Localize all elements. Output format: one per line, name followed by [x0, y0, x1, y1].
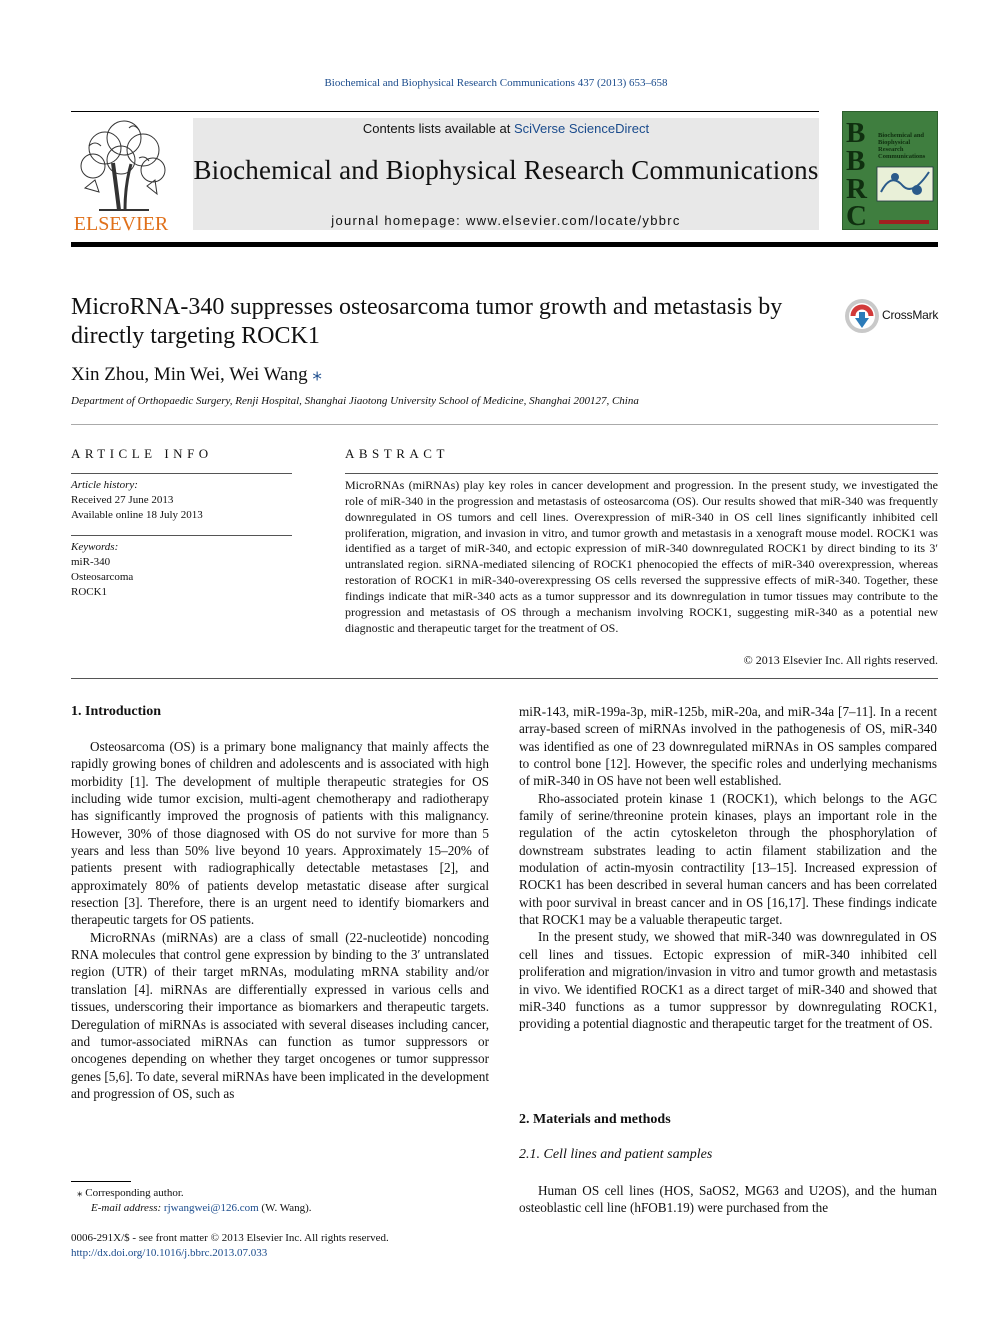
front-matter — [71, 1231, 389, 1261]
footnote-mark: ⁎ — [77, 1187, 83, 1199]
section-heading-introduction: 1. Introduction — [71, 704, 161, 719]
journal-homepage[interactable]: journal homepage: www.elsevier.com/locate/ybbrc — [331, 213, 681, 228]
online-date: Available online 18 July 2013 — [71, 509, 203, 521]
elsevier-wordmark: ELSEVIER — [73, 213, 169, 234]
elsevier-tree-icon — [69, 118, 173, 234]
cover-letter-b2: B — [846, 145, 866, 177]
cover-letter-b1: B — [846, 117, 866, 149]
elsevier-logo — [69, 118, 173, 234]
paragraph: In the present study, we showed that miR-340 was downregulated in OS cell lines and tissues. Ectopic expression of miR-340 inhibited cell proliferation and migration/invasion in vitro and tumor growth and metastasis in vivo. We identified ROCK1 as a direct target of miR-340 and showed that miR-340 functions as a tumor suppressor by downregulating ROCK1, providing a potential diagnostic and therapeutic target for the treatment of OS. — [519, 929, 937, 1032]
received-date: Received 27 June 2013 — [71, 494, 174, 506]
keyword: miR-340 — [71, 556, 111, 568]
affiliation: Department of Orthopaedic Surgery, Renji Hospital, Shanghai Jiaotong University School of Medicine, Shanghai 200127, China — [71, 395, 639, 407]
email-label: E-mail address: — [91, 1202, 162, 1214]
header-thick-rule — [71, 242, 938, 247]
doi-link[interactable]: http://dx.doi.org/10.1016/j.bbrc.2013.07.033 — [71, 1247, 268, 1259]
email-suffix: (W. Wang). — [261, 1202, 312, 1214]
crossmark-badge[interactable] — [844, 298, 940, 334]
abstract-rule — [345, 473, 938, 474]
corresponding-author-mark[interactable]: ⁎ — [312, 364, 322, 385]
article-info-rule — [71, 473, 292, 474]
keywords-rule — [71, 535, 292, 536]
crossmark-icon — [844, 298, 880, 334]
article-history — [71, 478, 292, 523]
keyword: Osteosarcoma — [71, 571, 134, 583]
history-label: Article history: — [71, 479, 138, 491]
contents-line — [193, 121, 819, 136]
journal-cover — [842, 111, 938, 230]
paragraph: Rho-associated protein kinase 1 (ROCK1), which belongs to the AGC family of serine/threonine protein kinases, plays an important role in the regulation of the actin cytoskeleton through the phosphorylation of downstream substrates leading to actin filament stabilization and the modulation of actin-myosin contractility [13–15]. Increased expression of ROCK1 has been described in several human cancers and has been correlated with poor survival in breast cancer and in OS [16,17]. These findings indicate that ROCK1 may be a valuable therapeutic target. — [519, 790, 937, 928]
authors: Xin Zhou, Min Wei, Wei Wang — [71, 364, 308, 385]
article-title: MicroRNA-340 suppresses osteosarcoma tumor growth and metastasis by directly targeting ROCK1 — [71, 294, 783, 349]
paragraph: MicroRNAs (miRNAs) are a class of small (22-nucleotide) noncoding RNA molecules that control gene expression by binding to the 3′ untranslated region (UTR) of their target mRNAs, modulating mRNA stability and/or translation [4]. miRNAs are differentially expressed in various cells and tissues, underscoring their importance as biomarkers and therapeutic targets. Deregulation of miRNAs is associated with several diseases including cancer, and tumor-associated miRNAs can function as tumor suppressors or oncogenes depending on whether they target oncogenes or tumor suppressor genes [5,6]. To date, several miRNAs have been implicated in the development and progression of OS, such as — [71, 929, 489, 1101]
keywords-block — [71, 540, 292, 600]
email-link[interactable]: rjwangwei@126.com — [163, 1202, 259, 1214]
issn-line: 0006-291X/$ - see front matter © 2013 Elsevier Inc. All rights reserved. — [71, 1232, 389, 1244]
corresponding-footnote — [71, 1186, 312, 1216]
cover-letter-c: C — [846, 200, 867, 229]
left-column — [71, 738, 489, 1102]
contents-prefix: Contents lists available at — [362, 121, 514, 136]
journal-cover-art — [843, 112, 937, 229]
author-list — [71, 363, 322, 386]
right-column-methods — [519, 1182, 937, 1217]
cover-letter-r: R — [846, 173, 867, 205]
paragraph: Human OS cell lines (HOS, SaOS2, MG63 and U2OS), and the human osteoblastic cell line (hFOB1.19) were purchased from the — [519, 1183, 937, 1216]
abstract-copyright: © 2013 Elsevier Inc. All rights reserved. — [743, 653, 938, 667]
abstract-text: MicroRNAs (miRNAs) play key roles in cancer development and progression. In the present study, we investigated the role of miR-340 in the progression and metastasis of osteosarcoma (OS). Our results showed that miR-340 was frequently downregulated in OS tumors and cell lines. Overexpression of miR-340 in OS cell lines significantly inhibited cell proliferation, migration, and invasion in vitro, and tumor growth and metastasis in a xenograft mouse model. ROCK1 was identified as a target of miR-340, and ectopic expression of miR-340 downregulated ROCK1 by direct binding to its 3′ untranslated region. siRNA-mediated silencing of ROCK1 phenocopied the effects of miR-340 overexpression, whereas restoration of ROCK1 in miR-340-overexpressing OS cells reversed the suppressive effects of miR-340. Together, these findings indicate that miR-340 acts as a tumor suppressor and its downregulation in tumor tissues may contribute to the progression and metastasis of OS through a mechanism involving ROCK1, suggesting miR-340 as a potential new diagnostic and therapeutic target for the treatment of OS. — [345, 478, 938, 635]
keywords-label: Keywords: — [71, 541, 119, 553]
affiliation-rule — [71, 424, 938, 425]
sciencedirect-link[interactable]: SciVerse ScienceDirect — [513, 121, 650, 136]
article-info-heading: ARTICLE INFO — [71, 446, 213, 461]
cover-title: Biochemical and Biophysical Research Communications — [878, 132, 926, 160]
header-rule — [71, 111, 819, 112]
crossmark-label: CrossMark — [882, 308, 939, 322]
abstract-bottom-rule — [71, 678, 938, 679]
abstract-heading: ABSTRACT — [345, 446, 449, 461]
journal-citation[interactable]: Biochemical and Biophysical Research Communications 437 (2013) 653–658 — [324, 77, 668, 89]
paragraph: miR-143, miR-199a-3p, miR-125b, miR-20a, and miR-34a [7–11]. In a recent array-based screen of miRNAs involved in the pathogenesis of OS, miR-340 was identified as one of 23 downregulated miRNAs in OS samples compared to control bone [12]. However, the specific roles and underlying mechanisms of miR-340 in OS have not been well established. — [519, 704, 937, 789]
footnote-rule — [71, 1181, 131, 1182]
journal-title: Biochemical and Biophysical Research Communications — [193, 155, 819, 185]
subsection-heading-cell-lines: 2.1. Cell lines and patient samples — [519, 1147, 713, 1162]
right-column — [519, 703, 937, 1033]
corresponding-label: Corresponding author. — [85, 1187, 184, 1199]
section-heading-methods: 2. Materials and methods — [519, 1112, 671, 1127]
keyword: ROCK1 — [71, 586, 108, 598]
paragraph: Osteosarcoma (OS) is a primary bone malignancy that mainly affects the rapidly growing bones of children and adolescents and is associated with high morbidity [1]. The development of multiple therapeutic strategies for OS including wide tumor excision, multi-agent chemotherapy and radiotherapy has significantly improved the prognosis of patients with this malignancy. However, 30% of those diagnosed with OS do not survive for more than 5 years and less than 50% live beyond 10 years. Approximately 15–20% of patients present with radiographically detectable metastases [2], and approximately 80% of patients develop metastatic disease after surgical resection [3]. Therefore, there is an urgent need to identify biomarkers and therapeutic targets for OS patients. — [71, 739, 489, 928]
